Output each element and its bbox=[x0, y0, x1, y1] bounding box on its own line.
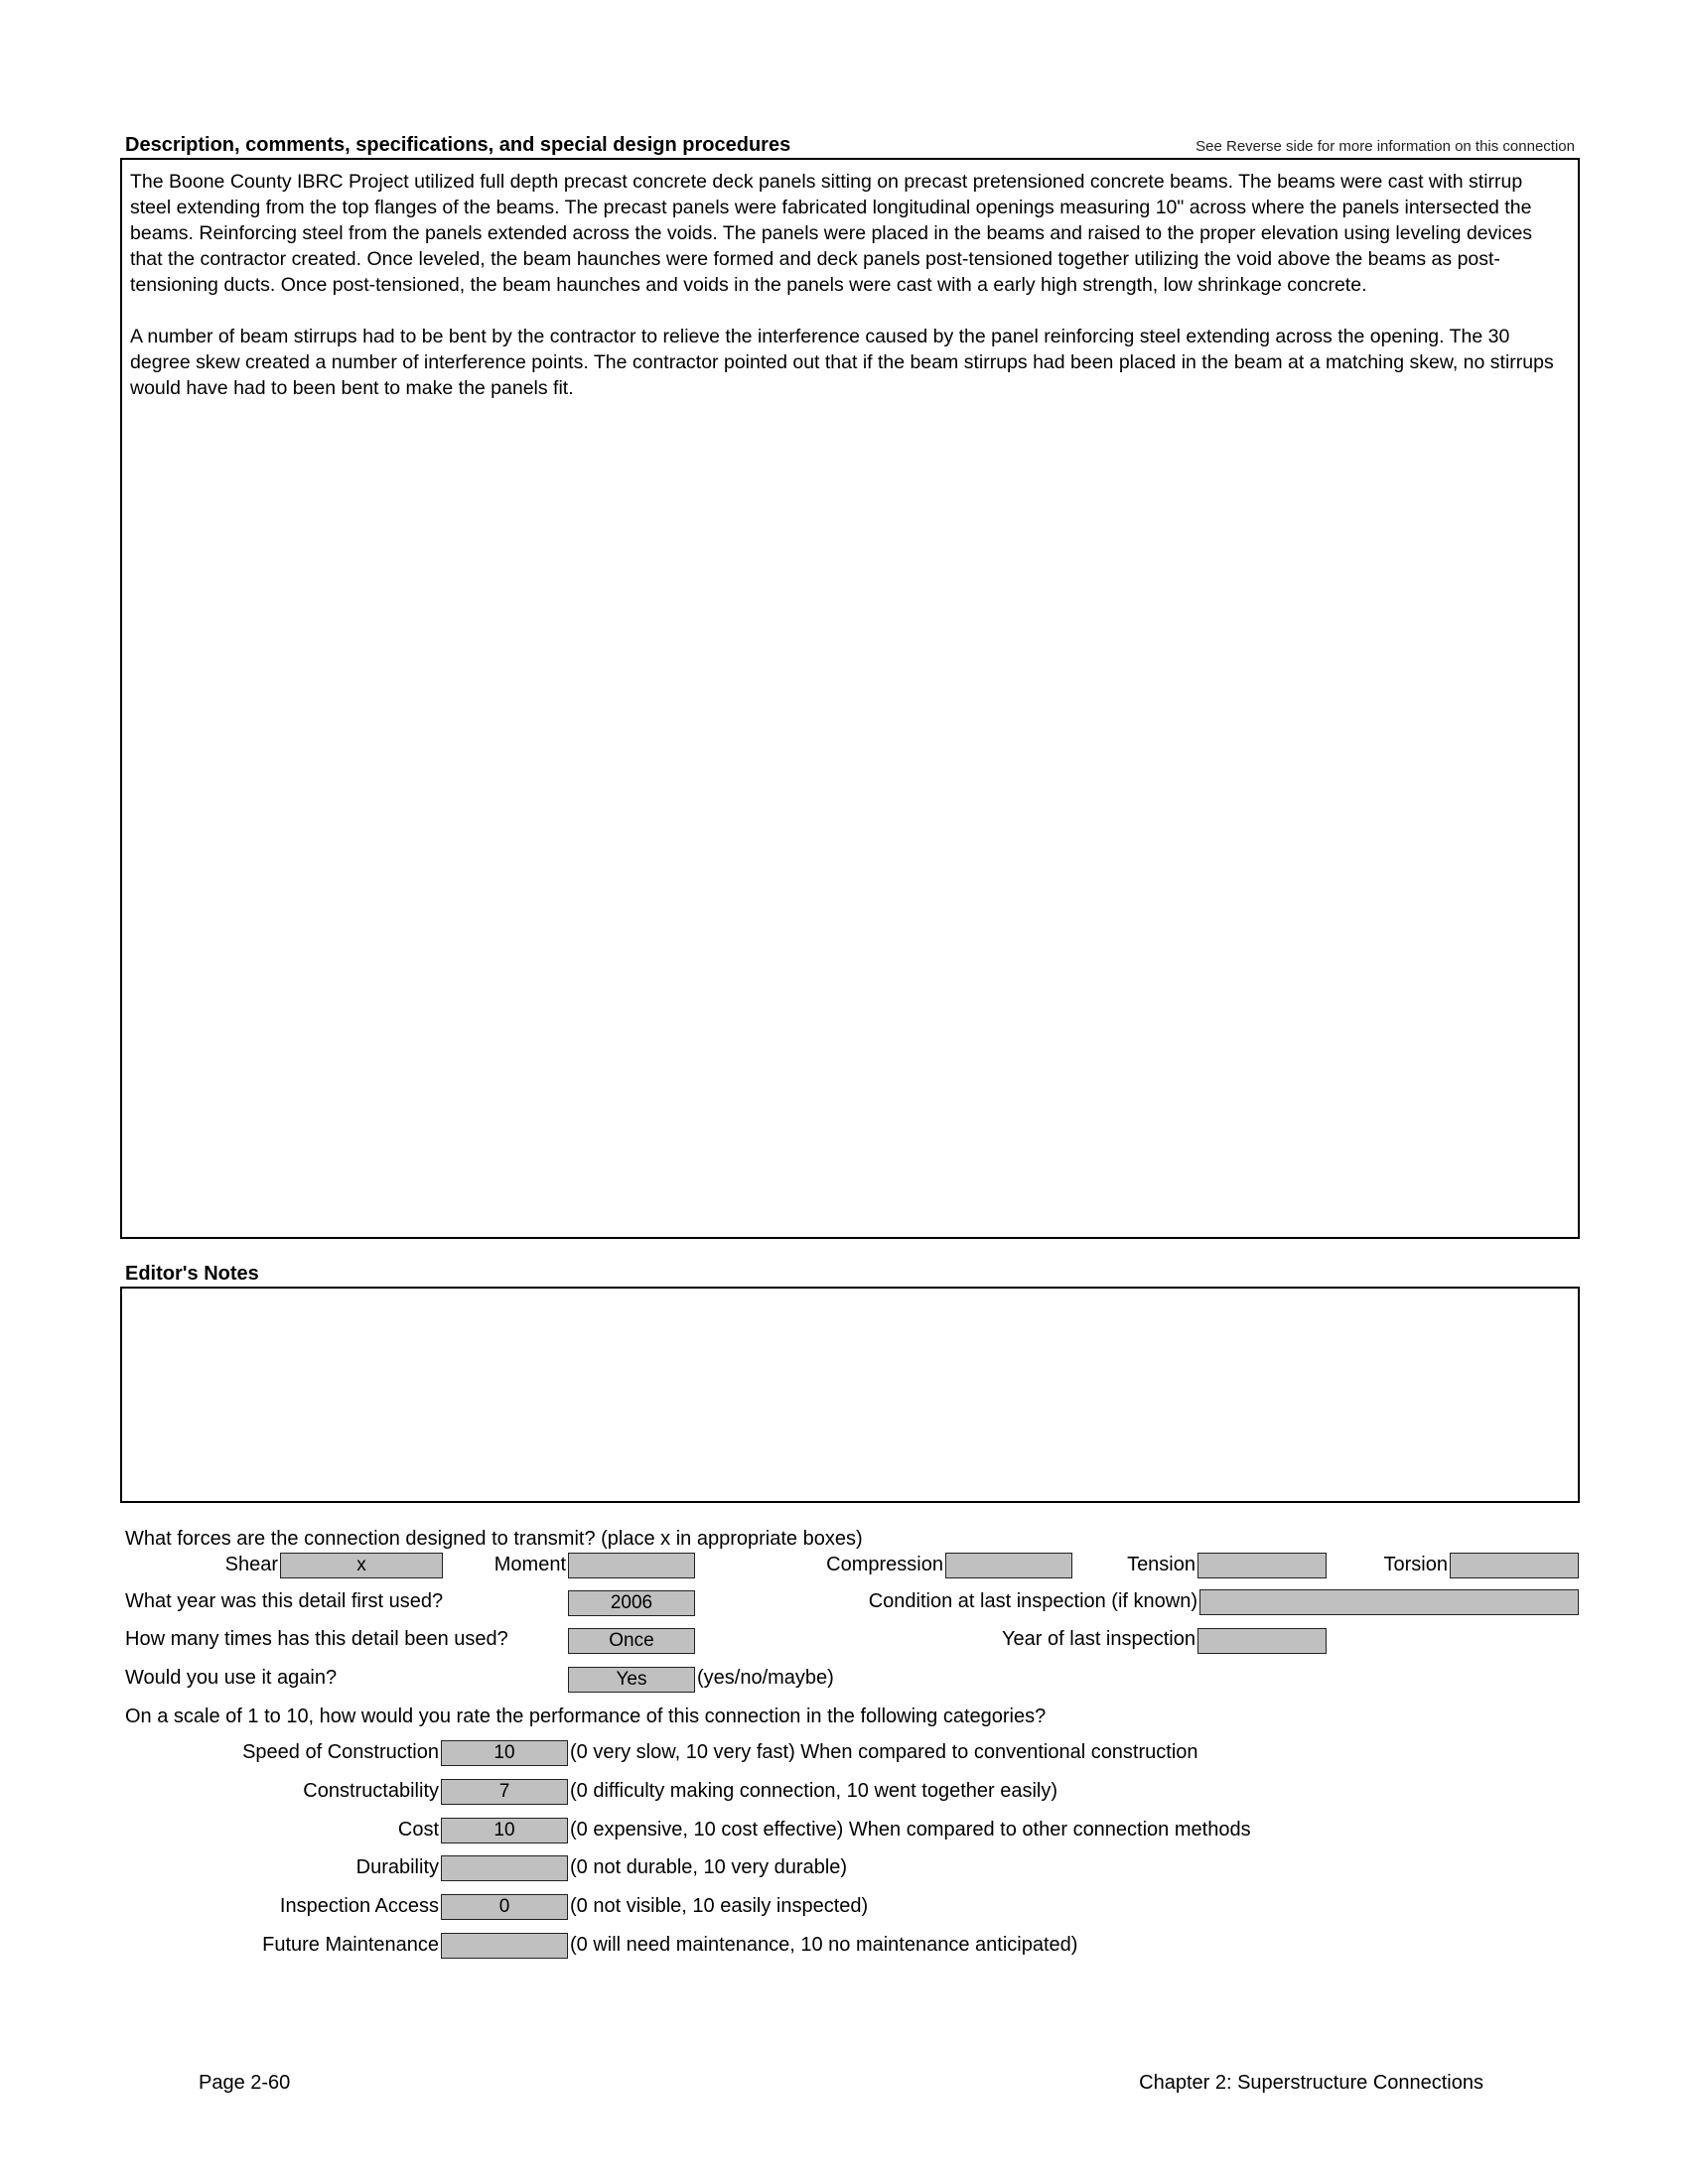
rating-label-constructability: Constructability bbox=[303, 1780, 439, 1802]
use-again-label: Would you use it again? bbox=[125, 1667, 338, 1689]
tension-field[interactable] bbox=[1197, 1553, 1327, 1578]
compression-field[interactable] bbox=[945, 1553, 1072, 1578]
rating-field-inspection-access[interactable]: 0 bbox=[441, 1894, 568, 1920]
use-again-hint: (yes/no/maybe) bbox=[697, 1667, 834, 1689]
rating-hint-durability: (0 not durable, 10 very durable) bbox=[570, 1856, 848, 1878]
moment-label: Moment bbox=[493, 1554, 566, 1575]
rating-hint-inspection-access: (0 not visible, 10 easily inspected) bbox=[570, 1895, 869, 1917]
description-paragraph-1: The Boone County IBRC Project utilized full depth precast concrete deck panels sitting on precast pretensioned concrete beams. The beams were cast with stirrup steel extending from the top flanges of the beams. The precast panels were fabricated longitudinal openings measuring 10" across where the panels intersected the beams. Reinforcing steel from the panels extended across the voids. The panels were placed in the beams and raised to the proper elevation using leveling devices that the contractor created. Once leveled, the beam haunches were formed and deck panels post-tensioned together utilizing the void above the beams as post-tensioning ducts. Once post-tensioned, the beam haunches and voids in the panels were cast with a early high strength, low shrinkage concrete. bbox=[130, 171, 1533, 296]
rating-hint-cost: (0 expensive, 10 cost effective) When compared to other connection methods bbox=[570, 1819, 1251, 1841]
rating-hint-constructability: (0 difficulty making connection, 10 went together easily) bbox=[570, 1780, 1058, 1802]
last-inspection-field[interactable] bbox=[1197, 1628, 1327, 1654]
editors-notes-title: Editor's Notes bbox=[125, 1263, 259, 1285]
rating-label-future-maintenance: Future Maintenance bbox=[262, 1934, 439, 1956]
torsion-label: Torsion bbox=[1383, 1554, 1448, 1575]
times-used-label: How many times has this detail been used? bbox=[125, 1628, 508, 1650]
use-again-field[interactable]: Yes bbox=[568, 1667, 695, 1693]
rating-label-durability: Durability bbox=[355, 1856, 439, 1878]
condition-field[interactable] bbox=[1199, 1589, 1579, 1615]
chapter-title: Chapter 2: Superstructure Connections bbox=[1139, 2072, 1483, 2094]
forces-question: What forces are the connection designed to transmit? (place x in appropriate boxes) bbox=[125, 1528, 863, 1550]
rating-field-durability[interactable] bbox=[441, 1855, 568, 1881]
editors-notes-box[interactable] bbox=[120, 1287, 1580, 1503]
shear-field[interactable]: x bbox=[280, 1553, 443, 1578]
last-inspection-label: Year of last inspection bbox=[1002, 1628, 1196, 1650]
rating-label-cost: Cost bbox=[397, 1819, 439, 1841]
rating-hint-speed: (0 very slow, 10 very fast) When compared to conventional construction bbox=[570, 1741, 1198, 1763]
first-used-label: What year was this detail first used? bbox=[125, 1590, 444, 1612]
compression-label: Compression bbox=[826, 1554, 943, 1575]
times-used-field[interactable]: Once bbox=[568, 1628, 695, 1654]
reverse-side-note: See Reverse side for more information on this connection bbox=[1196, 138, 1575, 155]
ratings-question: On a scale of 1 to 10, how would you rate the performance of this connection in the following categories? bbox=[125, 1706, 1047, 1727]
rating-field-cost[interactable]: 10 bbox=[441, 1818, 568, 1843]
first-used-field[interactable]: 2006 bbox=[568, 1590, 695, 1616]
rating-field-future-maintenance[interactable] bbox=[441, 1933, 568, 1959]
rating-field-constructability[interactable]: 7 bbox=[441, 1779, 568, 1805]
rating-label-speed: Speed of Construction bbox=[242, 1741, 439, 1763]
moment-field[interactable] bbox=[568, 1553, 695, 1578]
description-paragraph-2: A number of beam stirrups had to be bent by the contractor to relieve the interference caused by the panel reinforcing steel extending across the opening. The 30 degree skew created a number of interference points. The contractor pointed out that if the beam stirrups had been placed in the beam at a matching skew, no stirrups would have had to been bent to make the panels fit. bbox=[130, 326, 1554, 399]
condition-label: Condition at last inspection (if known) bbox=[868, 1590, 1197, 1612]
torsion-field[interactable] bbox=[1450, 1553, 1579, 1578]
page-number: Page 2-60 bbox=[199, 2072, 291, 2094]
description-box[interactable] bbox=[120, 158, 1580, 1239]
tension-label: Tension bbox=[1127, 1554, 1196, 1575]
shear-label: Shear bbox=[224, 1554, 278, 1575]
description-title: Description, comments, specifications, and special design procedures bbox=[125, 134, 791, 156]
rating-label-inspection-access: Inspection Access bbox=[279, 1895, 439, 1917]
rating-field-speed[interactable]: 10 bbox=[441, 1740, 568, 1766]
rating-hint-future-maintenance: (0 will need maintenance, 10 no maintenance anticipated) bbox=[570, 1934, 1078, 1956]
